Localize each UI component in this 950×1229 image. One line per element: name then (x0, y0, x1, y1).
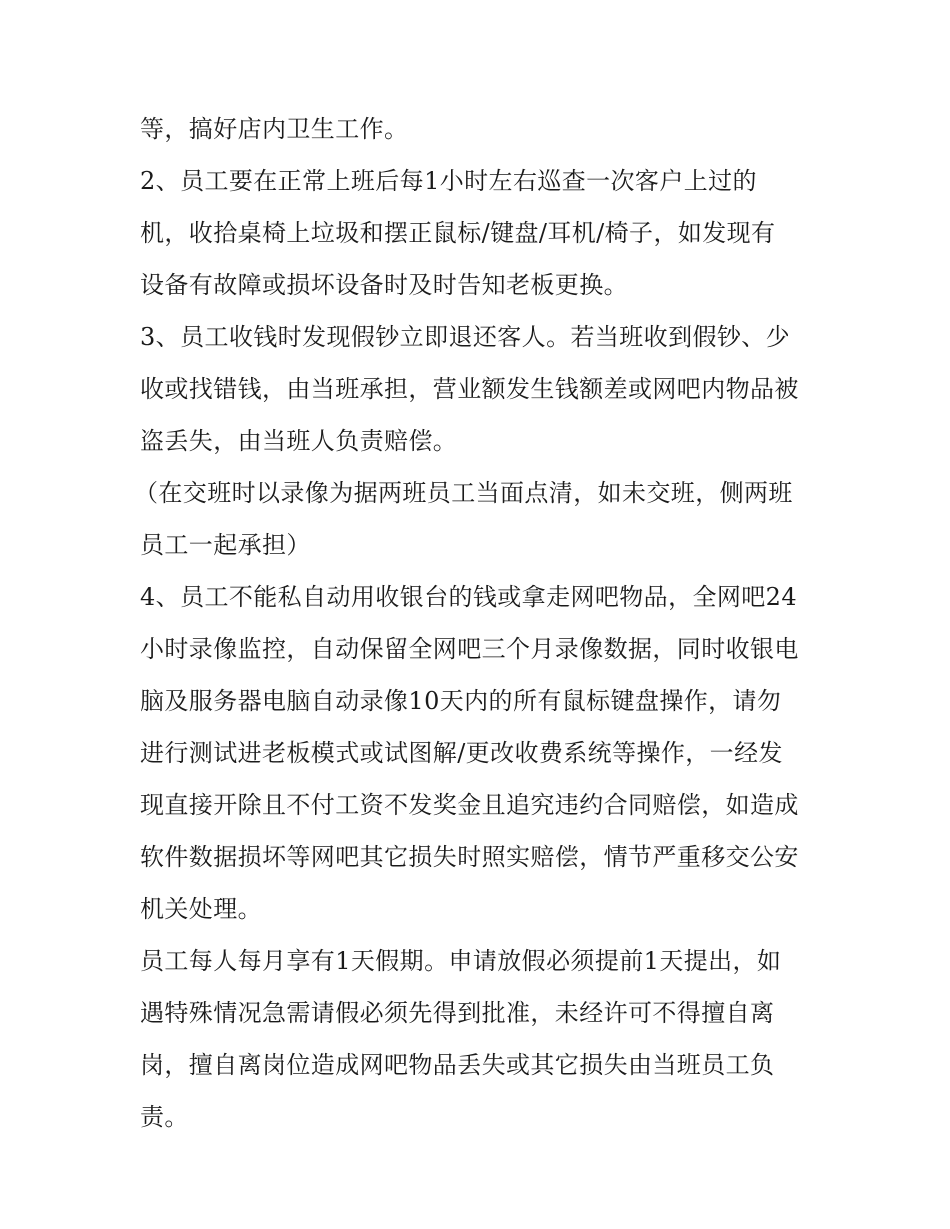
text-line: 软件数据损坏等网吧其它损失时照实赔偿，情节严重移交公安 (140, 843, 799, 871)
body-text (134, 103, 820, 1143)
text-line: （在交班时以录像为据两班员工当面点清，如未交班，侧两班 (134, 479, 793, 507)
text-line: 3、员工收钱时发现假钞立即退还客人。若当班收到假钞、少 (140, 323, 791, 351)
text-line: 现直接开除且不付工资不发奖金且追究违约合同赔偿，如造成 (140, 791, 799, 819)
text-line: 遇特殊情况急需请假必须先得到批准，未经许可不得擅自离 (140, 999, 775, 1027)
text-line: 小时录像监控，自动保留全网吧三个月录像数据，同时收银电 (140, 635, 799, 663)
text-line: 收或找错钱，由当班承担，营业额发生钱额差或网吧内物品被 (140, 375, 799, 403)
text-line: 进行测试进老板模式或试图解/更改收费系统等操作，一经发 (140, 739, 783, 767)
text-line: 等，搞好店内卫生工作。 (140, 115, 409, 143)
text-line: 盗丢失，由当班人负责赔偿。 (140, 427, 458, 455)
text-line: 4、员工不能私自动用收银台的钱或拿走网吧物品，全网吧24 (140, 583, 798, 611)
text-line: 2、员工要在正常上班后每1小时左右巡查一次客户上过的 (140, 167, 757, 195)
text-line: 设备有故障或损坏设备时及时告知老板更换。 (140, 271, 628, 299)
text-line: 员工每人每月享有1天假期。申请放假必须提前1天提出，如 (140, 947, 782, 975)
text-line: 岗，擅自离岗位造成网吧物品丢失或其它损失由当班员工负 (140, 1051, 775, 1079)
text-line: 责。 (140, 1103, 189, 1131)
text-line: 员工一起承担） (140, 531, 311, 559)
text-line: 脑及服务器电脑自动录像10天内的所有鼠标键盘操作，请勿 (140, 687, 782, 715)
text-line: 机关处理。 (140, 895, 262, 923)
text-line: 机，收拾桌椅上垃圾和摆正鼠标/键盘/耳机/椅子，如发现有 (140, 219, 776, 247)
